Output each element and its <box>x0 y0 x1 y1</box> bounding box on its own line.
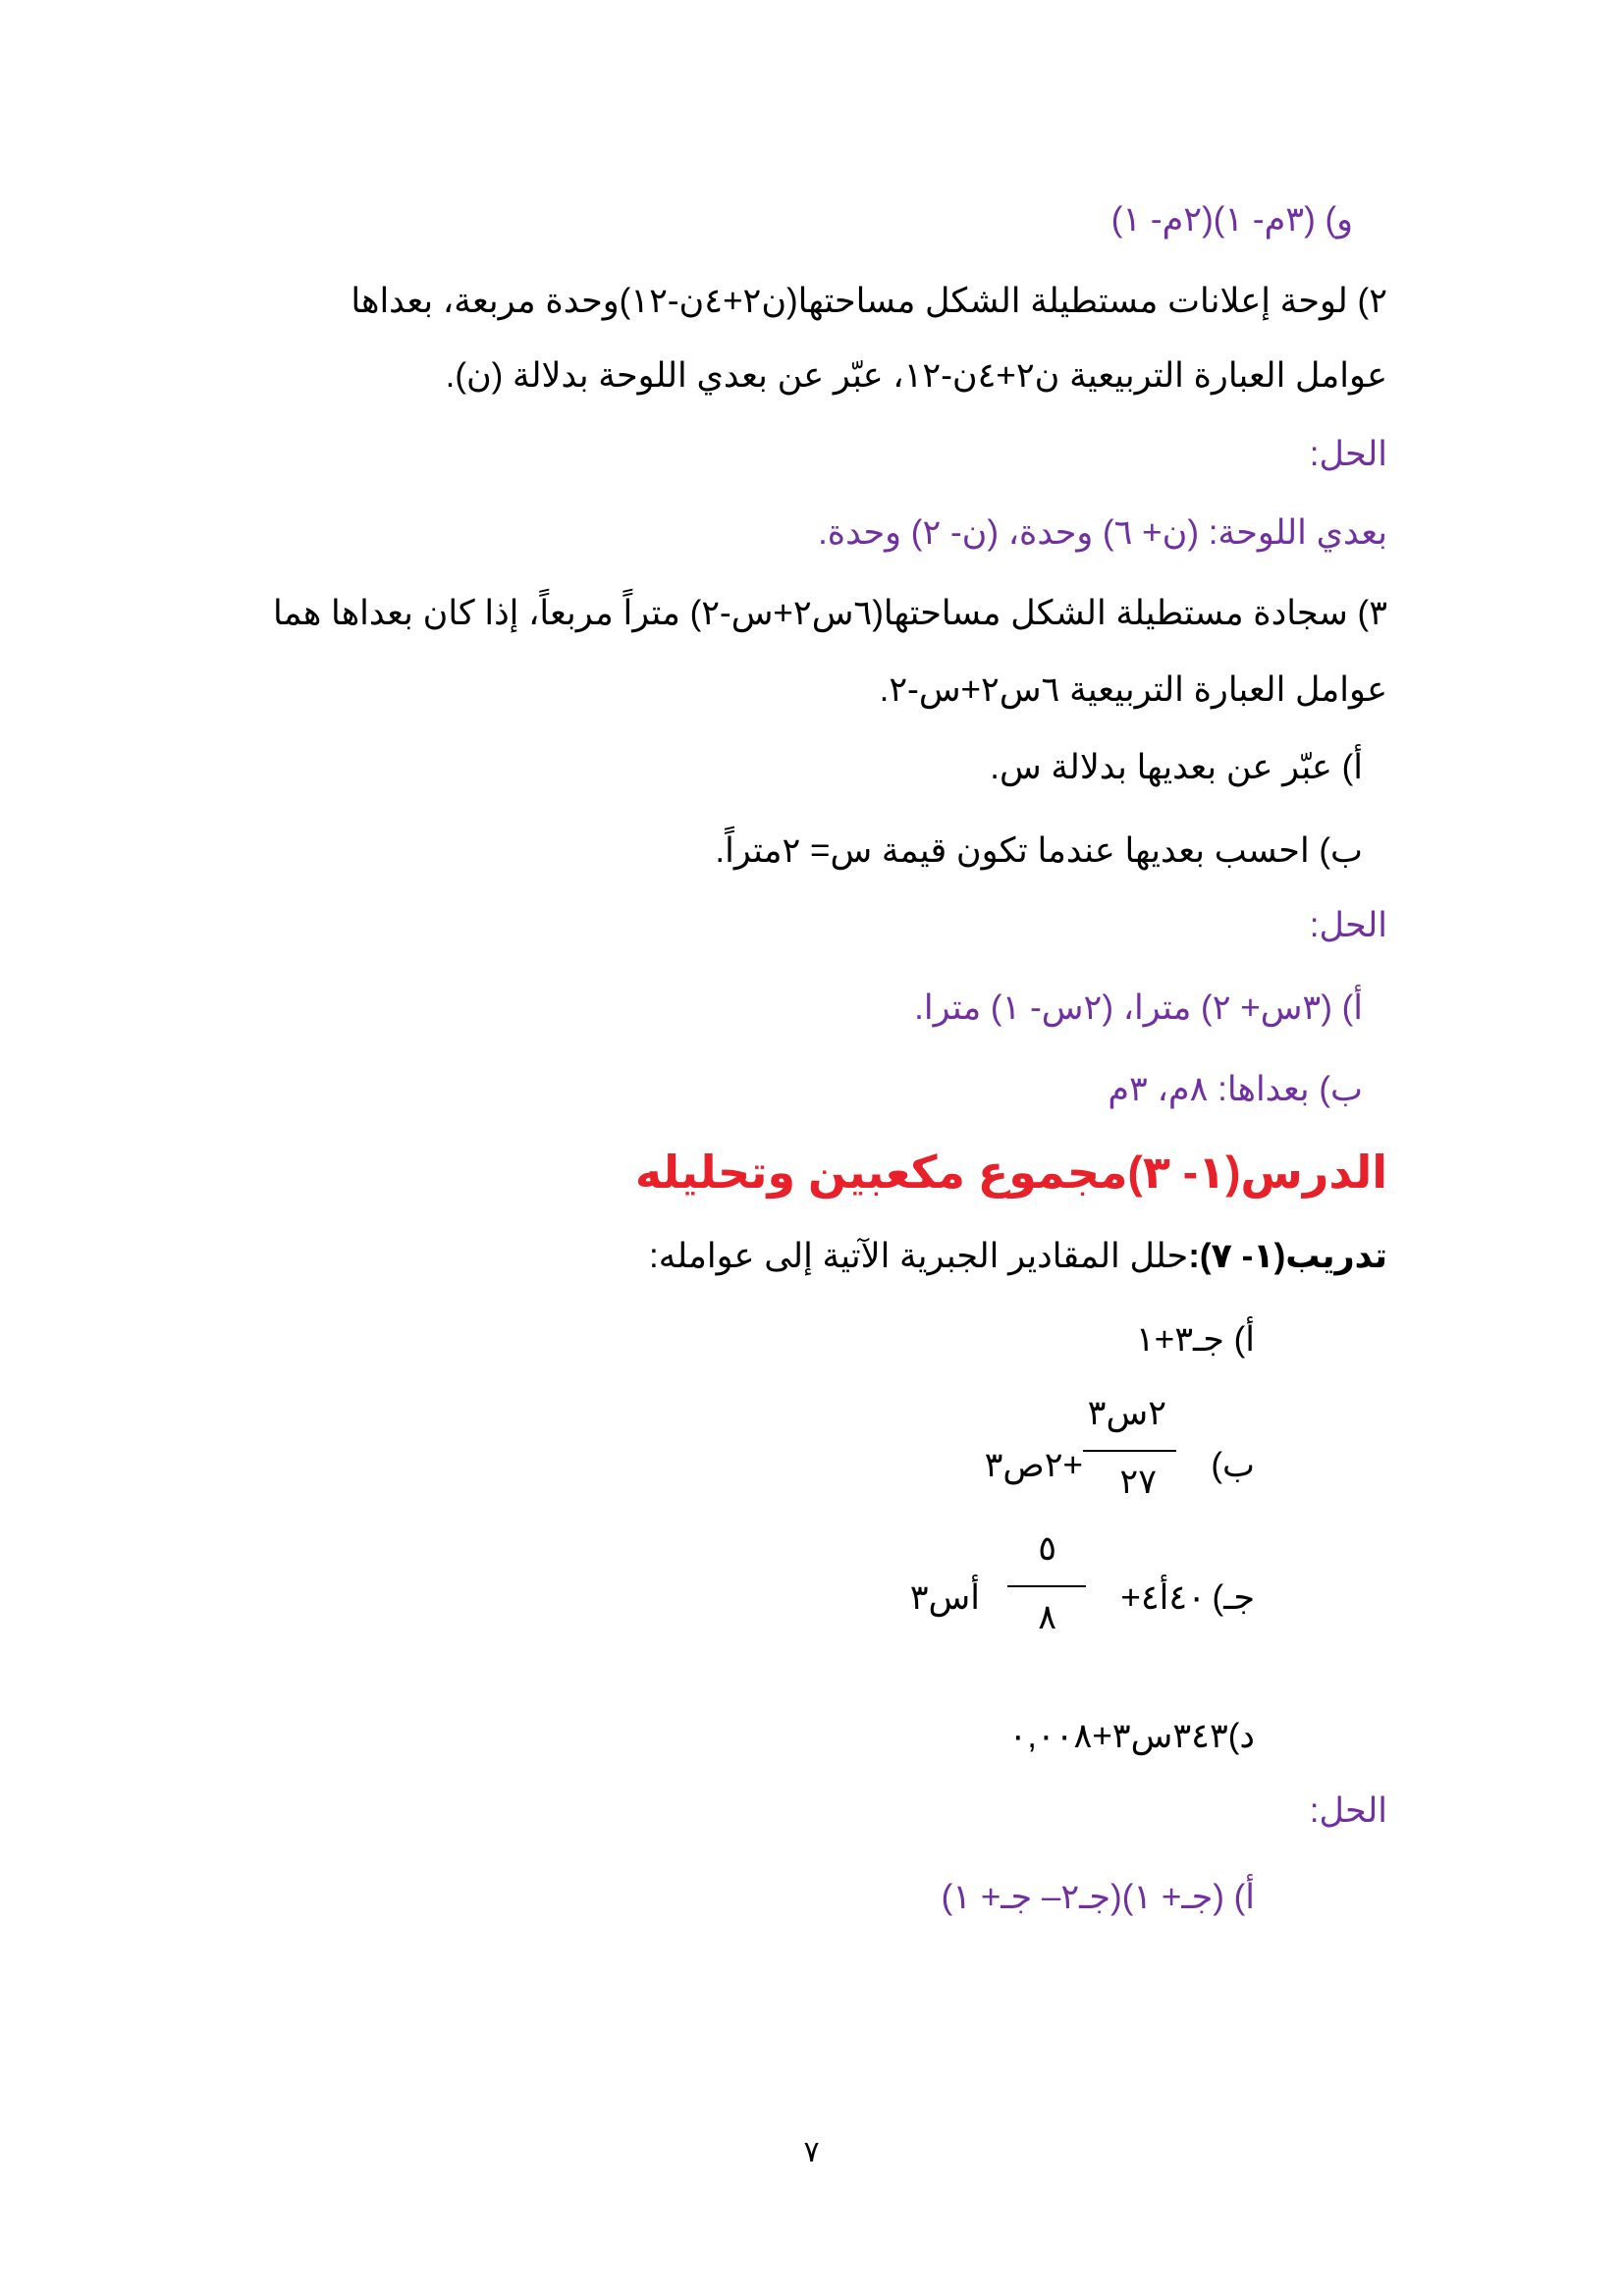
item-b-rest: +٢ص٣ <box>984 1446 1083 1484</box>
solution-a: أ) (جـ+ ١)(جـ٢– جـ+ ١) <box>941 1878 1255 1916</box>
question-1f-answer: و) (٣م- ١)(٢م- ١) <box>1110 200 1353 239</box>
question-3-answer-b: ب) بعداها: ٨م، ٣م <box>1108 1070 1363 1108</box>
solution-label: الحل: <box>1309 1791 1387 1830</box>
item-c-numerator: ٥ <box>1038 1529 1056 1568</box>
item-c-fraction <box>1007 1529 1086 1647</box>
item-b-numerator: ٢س٣ <box>1087 1394 1166 1432</box>
question-2-answer: بعدي اللوحة: (ن+ ٦) وحدة، (ن- ٢) وحدة. <box>818 513 1387 552</box>
exercise-label: تدريب(١- ٧): <box>1188 1237 1387 1275</box>
question-2-line-2: عوامل العبارة التربيعية ن٢+٤ن-١٢، عبّر عن بعدي اللوحة بدلالة (ن). <box>445 356 1387 395</box>
fraction-bar <box>1007 1585 1086 1587</box>
item-b-denominator: ٢٧ <box>1119 1463 1157 1501</box>
page-number: ٧ <box>803 2136 820 2168</box>
item-c-label: جـ) <box>1212 1578 1255 1617</box>
item-d: د)٣٤٣س٣+٠,٠٠٨ <box>1008 1717 1255 1755</box>
item-b-fraction <box>1083 1394 1176 1512</box>
fraction-bar <box>1083 1450 1176 1452</box>
exercise-instruction: حلل المقادير الجبرية الآتية إلى عوامله: <box>649 1237 1189 1275</box>
item-c-start: ٤٠أ٤+ <box>1120 1578 1206 1617</box>
item-a: أ) جـ٣+١ <box>1135 1320 1255 1359</box>
lesson-title: الدرس(١- ٣)مجموع مكعبين وتحليله <box>634 1147 1387 1198</box>
question-3-part-b: ب) احسب بعديها عندما تكون قيمة س= ٢متراً. <box>715 831 1363 870</box>
question-3-line-2: عوامل العبارة التربيعية ٦س٢+س-٢. <box>879 670 1387 709</box>
item-b-label: ب) <box>1211 1446 1255 1484</box>
exercise-heading <box>649 1232 1387 1281</box>
item-c-denominator: ٨ <box>1038 1598 1056 1636</box>
question-3-solution-label: الحل: <box>1309 906 1387 944</box>
question-3-line-1: ٣) سجادة مستطيلة الشكل مساحتها(٦س٢+س-٢) متراً مربعاً، إذا كان بعداها هما <box>272 594 1387 632</box>
question-2-line-1: ٢) لوحة إعلانات مستطيلة الشكل مساحتها(ن٢+٤ن-١٢)وحدة مربعة، بعداها <box>351 282 1387 320</box>
item-c-rest: أس٣ <box>909 1578 980 1617</box>
question-3-part-a: أ) عبّر عن بعديها بدلالة س. <box>990 748 1363 786</box>
question-3-answer-a: أ) (٣س+ ٢) مترا، (٢س- ١) مترا. <box>914 988 1363 1027</box>
question-2-solution-label: الحل: <box>1309 435 1387 473</box>
